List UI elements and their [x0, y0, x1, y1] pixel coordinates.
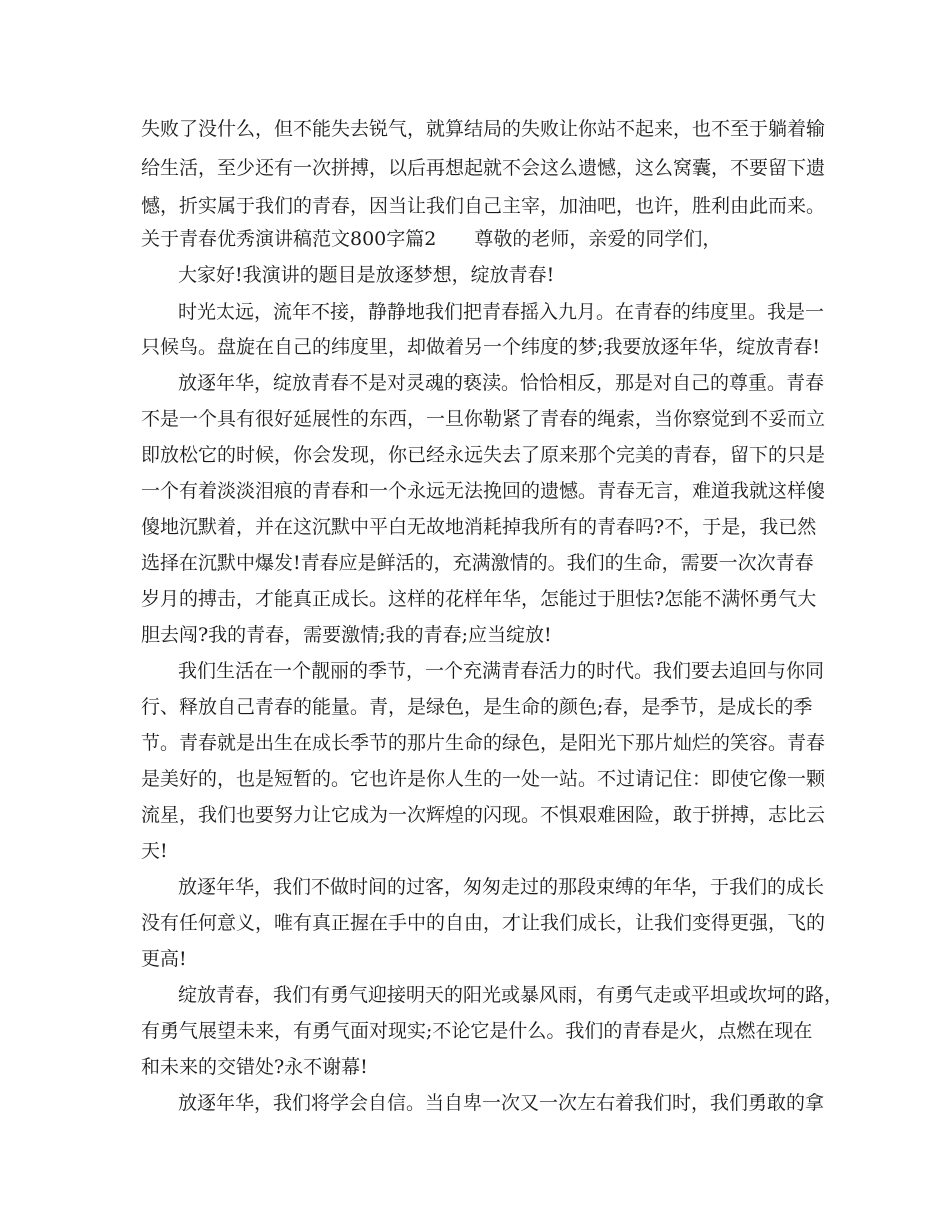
text-line: 即放松它的时候，你会发现，你已经永远失去了原来那个完美的青春，留下的只是	[141, 444, 826, 466]
text-line: 选择在沉默中爆发!青春应是鲜活的，充满激情的。我们的生命，需要一次次青春	[141, 552, 814, 574]
text-line: 一个有着淡淡泪痕的青春和一个永远无法挽回的遗憾。青春无言，难道我就这样傻	[141, 480, 826, 502]
text-line: 天!	[141, 840, 168, 862]
text-line: 流星，我们也要努力让它成为一次辉煌的闪现。不惧艰难困险，敢于拼搏，志比云	[141, 804, 826, 826]
text-line: 大家好!我演讲的题目是放逐梦想，绽放青春!	[178, 264, 555, 286]
text-line: 傻地沉默着，并在这沉默中平白无故地消耗掉我所有的青春吗?不，于是，我已然	[141, 516, 817, 538]
text-line: 节。青春就是出生在成长季节的那片生命的绿色，是阳光下那片灿烂的笑容。青春	[141, 732, 826, 754]
text-line: 失败了没什么，但不能失去锐气，就算结局的失败让你站不起来，也不至于躺着输	[141, 118, 826, 140]
text-line: 有勇气展望未来，有勇气面对现实;不论它是什么。我们的青春是火，点燃在现在	[141, 1020, 813, 1042]
text-line: 不是一个具有很好延展性的东西，一旦你勒紧了青春的绳索，当你察觉到不妥而立	[141, 408, 826, 430]
text-line: 憾，折实属于我们的青春，因当让我们自己主宰，加油吧，也许，胜利由此而来。	[141, 195, 826, 217]
text-line: 放逐年华，我们不做时间的过客，匆匆走过的那段束缚的年华，于我们的成长	[178, 876, 825, 898]
text-line: 给生活，至少还有一次拼搏，以后再想起就不会这么遗憾，这么窝囊，不要留下遗	[141, 157, 826, 179]
text-line: 胆去闯?我的青春，需要激情;我的青春;应当绽放!	[141, 624, 552, 646]
text-line: 时光太远，流年不接，静静地我们把青春摇入九月。在青春的纬度里。我是一	[178, 301, 825, 323]
text-line: 是美好的，也是短暂的。它也许是你人生的一处一站。不过请记住：即使它像一颗	[141, 768, 826, 790]
text-line: 和未来的交错处?永不谢幕!	[141, 1056, 368, 1078]
text-line: 岁月的搏击，才能真正成长。这样的花样年华，怎能过于胆怯?怎能不满怀勇气大	[141, 588, 817, 610]
text-line: 只候鸟。盘旋在自己的纬度里，却做着另一个纬度的梦;我要放逐年华，绽放青春!	[141, 336, 821, 358]
section-heading-line: 关于青春优秀演讲稿范文800字篇2 尊敬的老师，亲爱的同学们，	[141, 228, 722, 250]
text-line: 更高!	[141, 948, 187, 970]
text-line: 行、释放自己青春的能量。青，是绿色，是生命的颜色;春，是季节，是成长的季	[141, 696, 813, 718]
text-line: 绽放青春，我们有勇气迎接明天的阳光或暴风雨，有勇气走或平坦或坎坷的路，	[178, 984, 844, 1006]
text-line: 放逐年华，绽放青春不是对灵魂的亵渎。恰恰相反，那是对自己的尊重。青春	[178, 372, 825, 394]
text-line: 没有任何意义，唯有真正握在手中的自由，才让我们成长，让我们变得更强，飞的	[141, 912, 826, 934]
text-line: 放逐年华，我们将学会自信。当自卑一次又一次左右着我们时，我们勇敢的拿	[178, 1092, 825, 1114]
text-line: 我们生活在一个靓丽的季节，一个充满青春活力的时代。我们要去追回与你同	[178, 660, 825, 682]
